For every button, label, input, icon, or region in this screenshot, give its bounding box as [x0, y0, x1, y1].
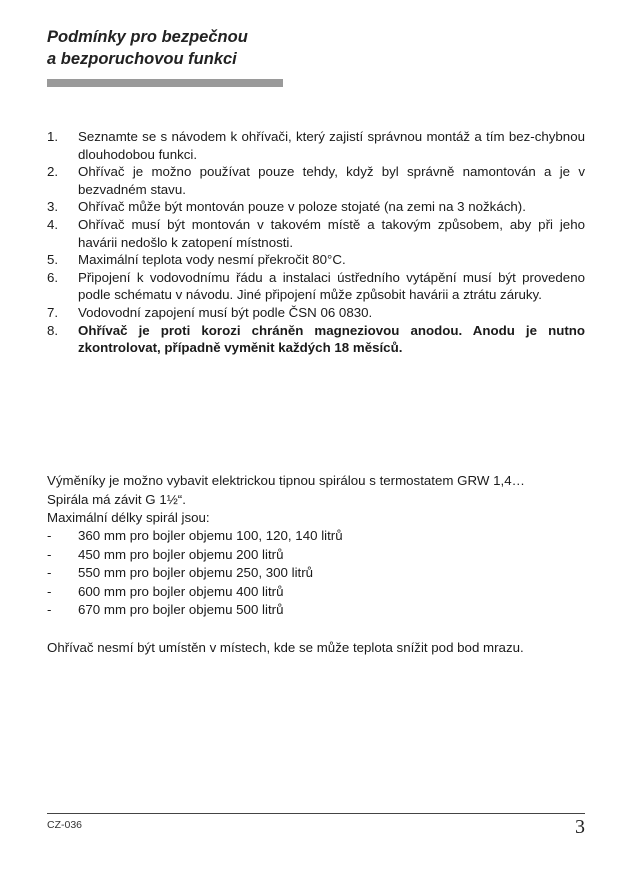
rule-text: Připojení k vodovodnímu řádu a instalaci ústředního vytápění musí být provedeno podle schématu v návodu. Jiné připojení může způsobit havárii a ztrátu záruky.: [78, 269, 585, 303]
list-item: [47, 546, 587, 565]
rule-number: 5.: [47, 252, 59, 268]
rule-number: 3.: [47, 199, 59, 215]
footer-divider: [47, 813, 585, 814]
rule-number: 2.: [47, 164, 59, 180]
list-item: [47, 583, 587, 602]
list-item: [47, 601, 587, 620]
rule-number: 1.: [47, 129, 59, 144]
heater-intro-line-3: Maximální délky spirál jsou:: [47, 510, 210, 526]
page-title: [47, 26, 367, 70]
rule-item: [47, 304, 585, 322]
dash-bullet: -: [47, 602, 52, 618]
page-title-line-2: a bezporuchovou funkci: [47, 50, 237, 68]
document-code: CZ-036: [47, 819, 83, 831]
page-number: 3: [575, 816, 585, 838]
rule-text: Ohřívač musí být montován v takovém místě a takovým způsobem, aby při jeho havárii nedošlo k zatopení místnosti.: [78, 216, 585, 250]
rule-number: 6.: [47, 269, 59, 285]
title-underline-bar: [47, 79, 283, 87]
rule-text: Seznamte se s návodem k ohřívači, který zajistí správnou montáž a tím bez-chybnou dlouhodobou funkci.: [78, 129, 585, 162]
list-item-text: 600 mm pro bojler objemu 400 litrů: [78, 583, 284, 599]
rule-text: Maximální teplota vody nesmí překročit 80°C.: [78, 252, 346, 268]
rule-text: Ohřívač může být montován pouze v poloze stojaté (na zemi na 3 nožkách).: [78, 199, 526, 215]
dash-bullet: -: [47, 565, 52, 581]
list-item-text: 450 mm pro bojler objemu 200 litrů: [78, 546, 284, 562]
rule-number: 7.: [47, 304, 59, 320]
page-title-line-1: Podmínky pro bezpečnou: [47, 28, 248, 46]
dash-bullet: -: [47, 583, 52, 599]
rule-number: 4.: [47, 216, 59, 232]
list-item: [47, 564, 587, 583]
dash-bullet: -: [47, 546, 52, 562]
heater-intro-line-2: Spirála má závit G 1½“.: [47, 491, 186, 507]
rule-number: 8.: [47, 322, 59, 338]
rule-item: [47, 251, 585, 269]
rule-item: [47, 163, 585, 198]
heater-intro-line-1: Výměníky je možno vybavit elektrickou tipnou spirálou s termostatem GRW 1,4…: [47, 473, 525, 488]
spiral-length-list: [47, 527, 587, 620]
rule-text: Vodovodní zapojení musí být podle ČSN 06 0830.: [78, 304, 373, 320]
rule-text: Ohřívač je možno používat pouze tehdy, když byl správně namontován a je v bezvadném stavu.: [78, 164, 585, 197]
dash-bullet: -: [47, 528, 52, 543]
heater-intro-paragraph: [47, 472, 587, 528]
rule-item: [47, 216, 585, 251]
rule-item-anode: [47, 322, 585, 357]
rule-text: Ohřívač je proti korozi chráněn magneziovou anodou. Anodu je nutno zkontrolovat, případně vyměnit každých 18 měsíců.: [78, 322, 585, 356]
frost-warning-note: Ohřívač nesmí být umístěn v místech, kde se může teplota snížit pod bod mrazu.: [47, 640, 524, 655]
safety-rules-list: [47, 128, 585, 357]
list-item: [47, 527, 587, 546]
list-item-text: 360 mm pro bojler objemu 100, 120, 140 litrů: [78, 528, 343, 543]
rule-item: [47, 269, 585, 304]
list-item-text: 550 mm pro bojler objemu 250, 300 litrů: [78, 565, 314, 581]
rule-item: [47, 128, 585, 163]
rule-item: [47, 198, 585, 216]
list-item-text: 670 mm pro bojler objemu 500 litrů: [78, 602, 284, 618]
